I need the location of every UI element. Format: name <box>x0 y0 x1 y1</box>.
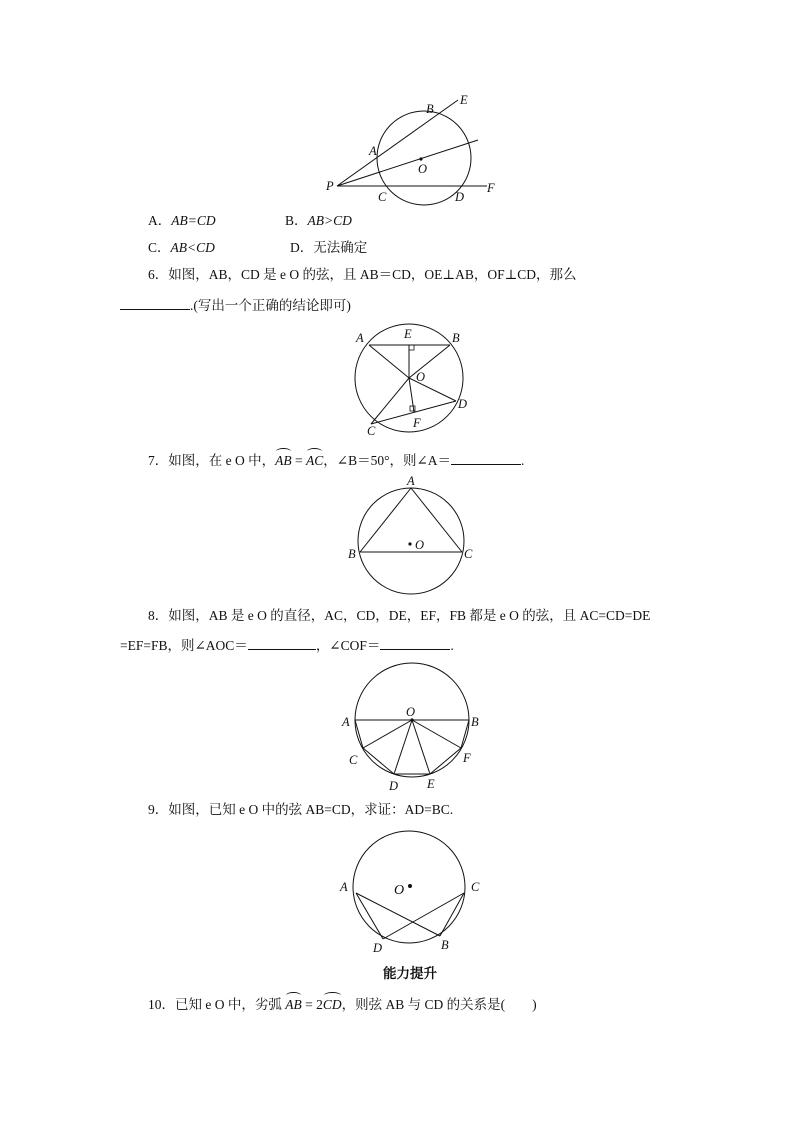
q8-label-c: C <box>349 753 358 767</box>
q5-label-c: C <box>378 190 387 204</box>
q7-stem-part1: 7．如图，在 e O 中， <box>148 453 276 468</box>
q10-arc-ab: AB <box>285 997 302 1012</box>
q7-label-o: O <box>415 538 425 552</box>
q7-label-c: C <box>464 547 473 561</box>
q5-option-a-label: A． <box>148 213 172 228</box>
q5-option-b-text: AB>CD <box>307 213 352 228</box>
q8-stem-line2-part2: ，∠COF＝ <box>315 638 381 653</box>
q5-label-f: F <box>487 181 495 195</box>
q8-label-d: D <box>389 779 399 793</box>
q7-arc-ac: AC <box>306 453 324 468</box>
q7-label-a: A <box>407 474 415 488</box>
q8-stem-line1: 8．如图，AB 是 e O 的直径，AC，CD，DE，EF，FB 都是 e O 的弦，且 AC=CD=DE <box>148 608 651 623</box>
q6-label-e: E <box>404 327 412 341</box>
q9-label-a: A <box>340 880 348 894</box>
q8-label-a: A <box>342 715 350 729</box>
q10-stem <box>148 996 537 1014</box>
q8-label-o: O <box>406 705 416 719</box>
q7-arc-ab: AB <box>275 453 292 468</box>
q6-label-a: A <box>356 331 364 345</box>
q6-label-b: B <box>452 331 460 345</box>
q7-label-b: B <box>348 547 356 561</box>
q5-option-b-label: B． <box>285 213 308 228</box>
q9-center-dot <box>408 884 412 888</box>
q7-stem-part2: ，∠B＝50°，则∠A＝ <box>323 453 452 468</box>
q10-mid: = 2 <box>301 997 323 1012</box>
q9-stem: 9．如图，已知 e O 中的弦 AB=CD，求证：AD=BC. <box>148 802 454 817</box>
q6-stem-line1: 6．如图，AB，CD 是 e O 的弦，且 AB＝CD，OE⊥AB，OF⊥CD，那么 <box>148 267 577 282</box>
q7-eq: = <box>291 453 306 468</box>
q5-label-a: A <box>369 144 377 158</box>
q9-chord-cd <box>383 893 464 939</box>
q6-label-c: C <box>367 424 376 438</box>
q10-arc-cd: CD <box>322 997 342 1012</box>
q8-label-e: E <box>427 777 435 791</box>
q5-label-d: D <box>455 190 465 204</box>
q6-label-o: O <box>416 370 426 384</box>
q5-option-c-label: C． <box>148 240 171 255</box>
q10-stem-part2: ，则弦 AB 与 CD 的关系是( ) <box>341 997 537 1012</box>
q5-label-p: P <box>326 179 334 193</box>
section-heading: 能力提升 <box>383 966 437 981</box>
q6-label-f: F <box>413 416 421 430</box>
q8-label-b: B <box>471 715 479 729</box>
q7-stem-end: . <box>521 453 525 468</box>
q8-stem-line2-part1: =EF=FB，则∠AOC＝ <box>120 638 248 653</box>
q5-option-c-text: AB<CD <box>170 240 215 255</box>
q9-label-o: O <box>394 883 405 898</box>
q5-option-d-label: D． <box>290 240 314 255</box>
q5-option-a-text: AB=CD <box>171 213 216 228</box>
q9-label-c: C <box>471 880 480 894</box>
q9-label-b: B <box>441 938 449 952</box>
q5-label-b: B <box>426 102 434 116</box>
q5-label-o: O <box>418 162 428 176</box>
q8-label-f: F <box>463 751 471 765</box>
q5-option-d-text: 无法确定 <box>313 240 368 255</box>
q8-stem-line2-end: . <box>450 638 454 653</box>
q10-stem-part1: 10．已知 e O 中，劣弧 <box>148 997 286 1012</box>
q6-stem-line2-text: .(写出一个正确的结论即可) <box>190 298 351 313</box>
q6-label-d: D <box>458 397 468 411</box>
q9-label-d: D <box>373 941 383 955</box>
q5-label-e: E <box>460 93 468 107</box>
